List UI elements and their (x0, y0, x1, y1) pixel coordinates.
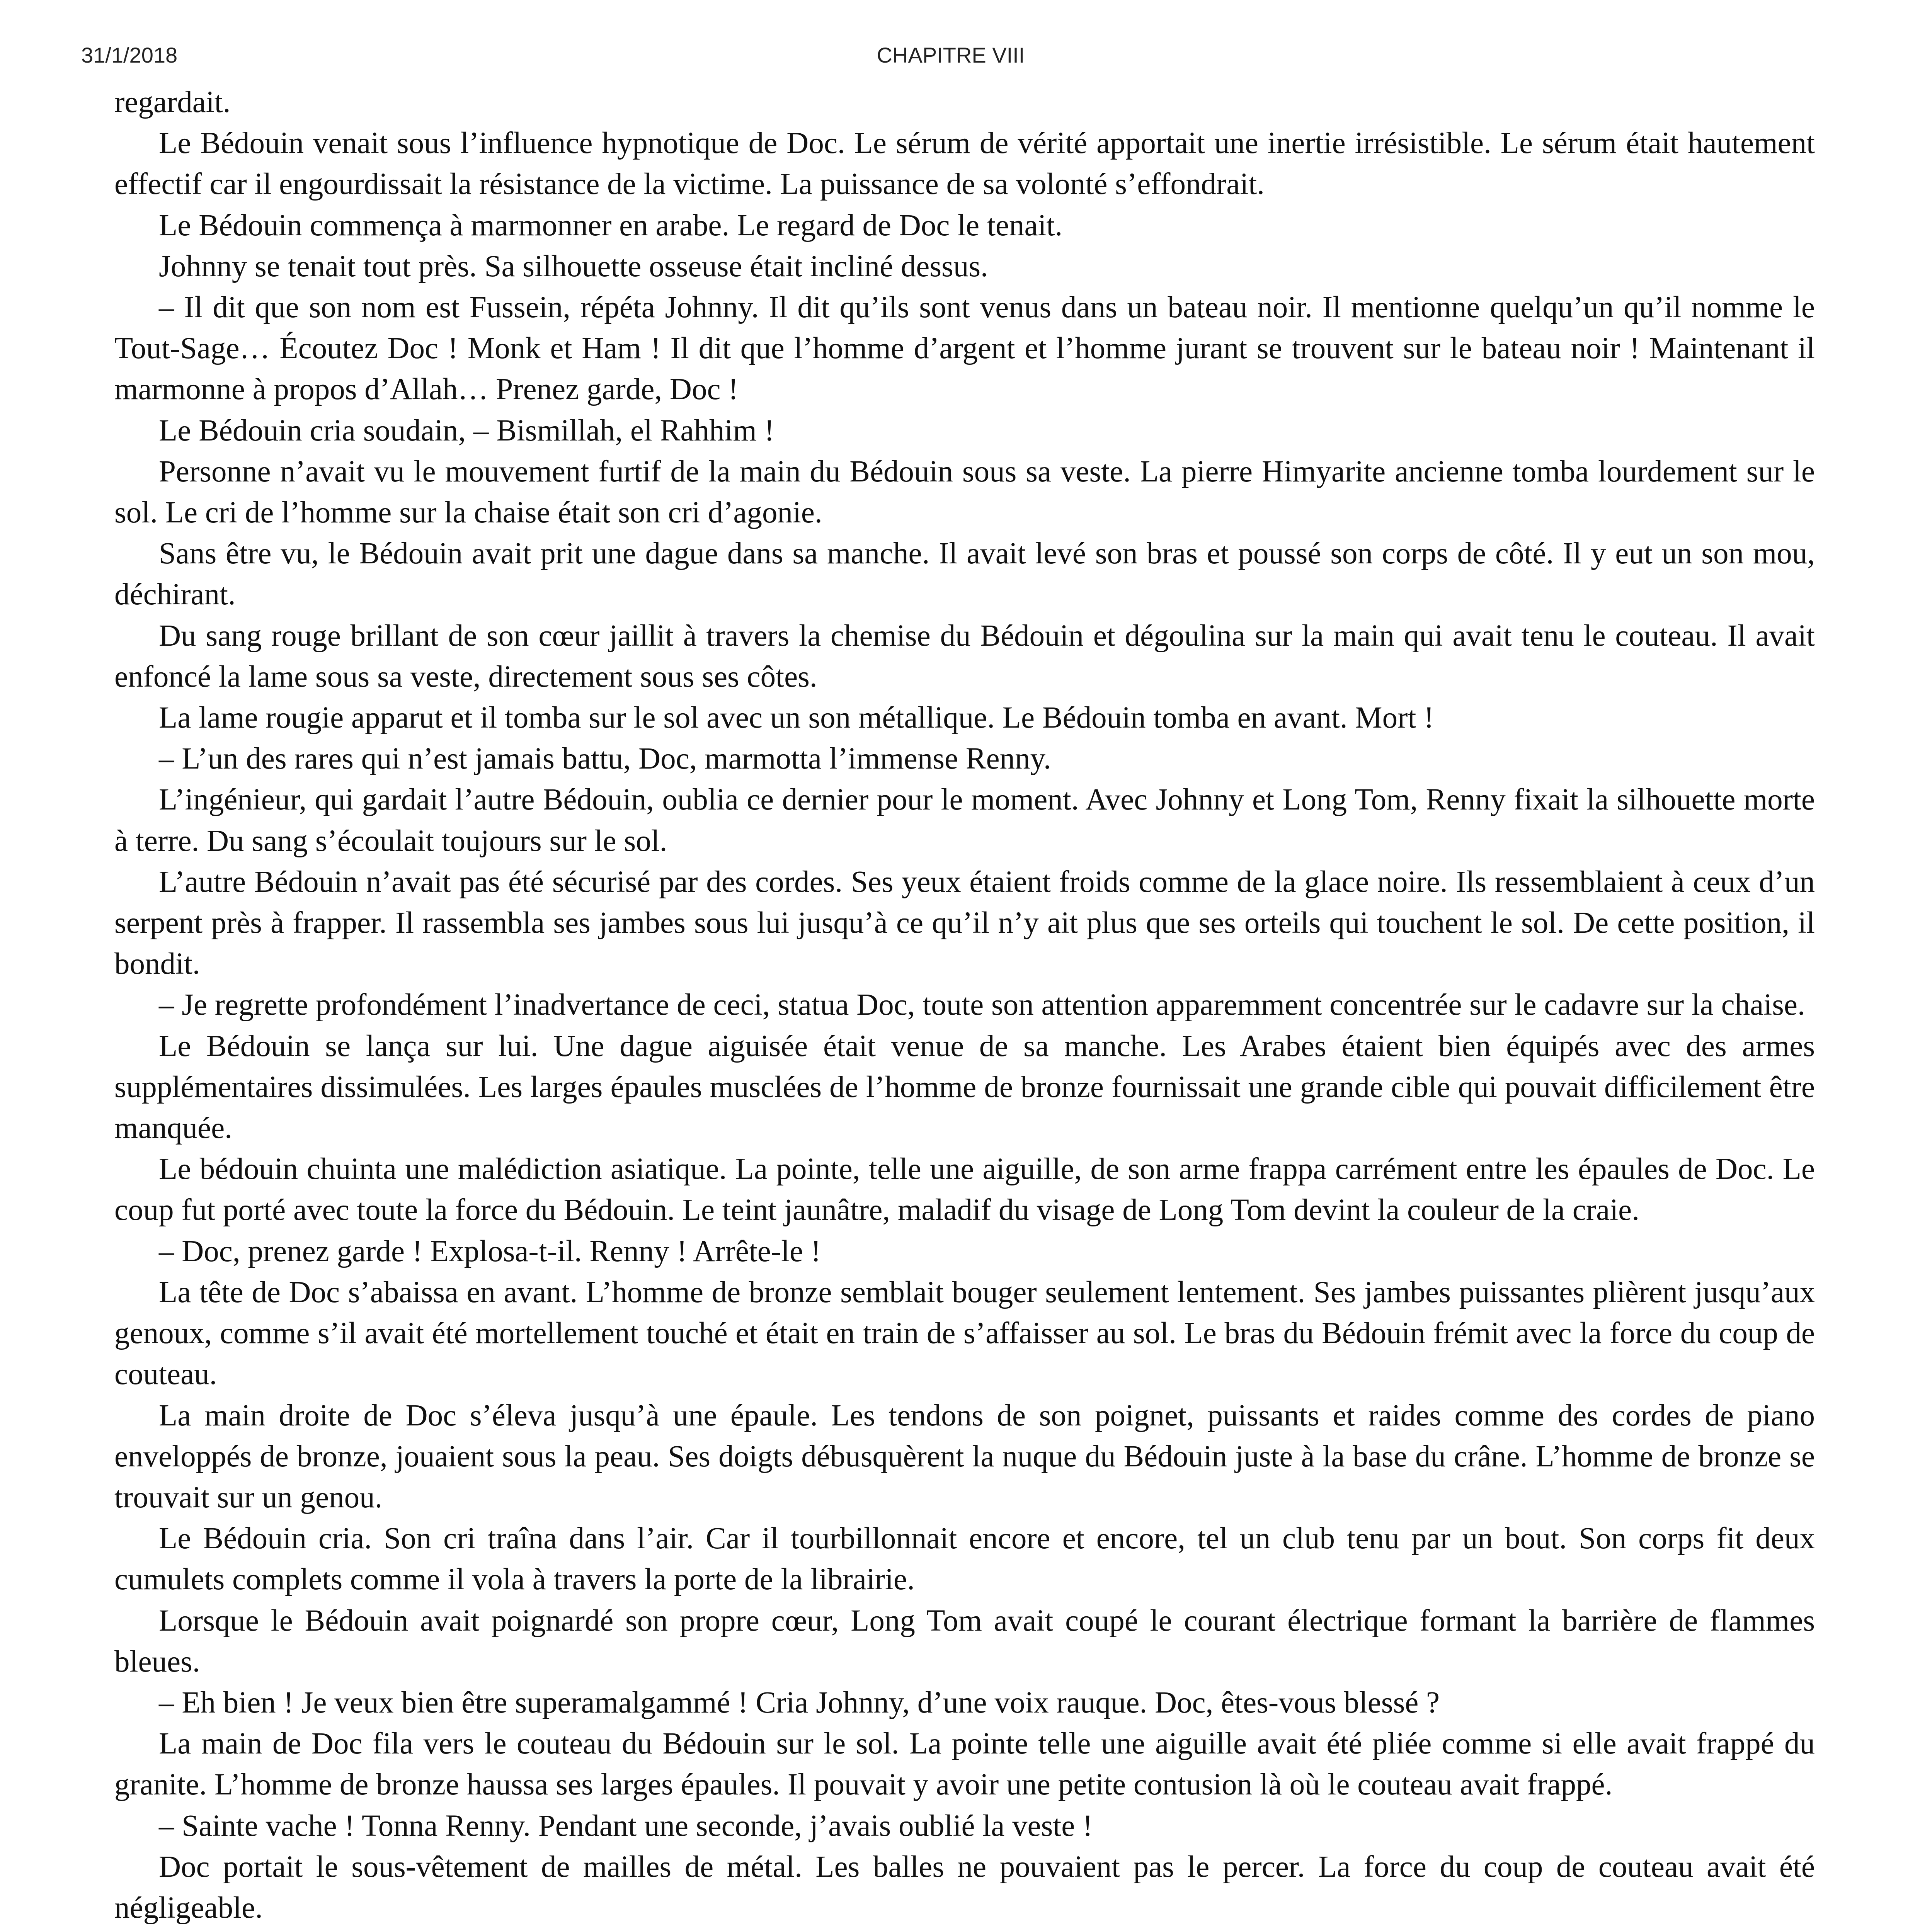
paragraph: Johnny se tenait tout près. Sa silhouette osseuse était incliné dessus. (159, 249, 988, 283)
paragraph: La tête de Doc s’abaissa en avant. L’homme de bronze semblait bouger seulement lentement. Ses jambes puissantes plièrent jusqu’aux genoux, comme s’il avait été mortellement touché et était en train de s’affaisser au sol. Le bras du Bédouin frémit avec la force du coup de couteau. (114, 1275, 1815, 1391)
paragraph: – Sainte vache ! Tonna Renny. Pendant une seconde, j’avais oublié la veste ! (159, 1809, 1093, 1843)
paragraph: Du sang rouge brillant de son cœur jaillit à travers la chemise du Bédouin et dégoulina sur la main qui avait tenu le couteau. Il avait enfoncé la lame sous sa veste, directement sous ses côtes. (114, 619, 1815, 694)
chapter-body (114, 82, 1815, 1932)
paragraph: L’autre Bédouin n’avait pas été sécurisé par des cordes. Ses yeux étaient froids comme de la glace noire. Ils ressemblaient à ceux d’un serpent près à frapper. Il rassembla ses jambes sous lui jusqu’à ce qu’il n’y ait plus que ses orteils qui touchent le sol. De cette position, il bondit. (114, 865, 1815, 981)
paragraph: – Eh bien ! Je veux bien être superamalgammé ! Cria Johnny, d’une voix rauque. Doc, êtes-vous blessé ? (159, 1685, 1440, 1719)
paragraph: – L’un des rares qui n’est jamais battu, Doc, marmotta l’immense Renny. (159, 742, 1051, 776)
paragraph: Le Bédouin commença à marmonner en arabe. Le regard de Doc le tenait. (159, 208, 1063, 242)
print-header (81, 43, 1820, 77)
paragraph: – Doc, prenez garde ! Explosa-t-il. Renny ! Arrête-le ! (159, 1234, 821, 1268)
paragraph: regardait. (114, 85, 231, 119)
print-date: 31/1/2018 (81, 43, 178, 67)
paragraph: La lame rougie apparut et il tomba sur le sol avec un son métallique. Le Bédouin tomba en avant. Mort ! (159, 701, 1434, 735)
paragraph: Le Bédouin cria soudain, – Bismillah, el Rahhim ! (159, 413, 774, 447)
paragraph: Doc portait le sous-vêtement de mailles de métal. Les balles ne pouvaient pas le percer. La force du coup de couteau avait été négligeable. (114, 1850, 1815, 1925)
paragraph: L’ingénieur, qui gardait l’autre Bédouin, oublia ce dernier pour le moment. Avec Johnny et Long Tom, Renny fixait la silhouette morte à terre. Du sang s’écoulait toujours sur le sol. (114, 783, 1815, 858)
chapter-title: CHAPITRE VIII (877, 43, 1025, 67)
paragraph (114, 1929, 1815, 1932)
paragraph: La main droite de Doc s’éleva jusqu’à une épaule. Les tendons de son poignet, puissants et raides comme des cordes de piano enveloppés de bronze, jouaient sous la peau. Ses doigts débusquèrent la nuque du Bédouin juste à la base du crâne. L’homme de bronze se trouvait sur un genou. (114, 1398, 1815, 1514)
paragraph: – Je regrette profondément l’inadvertance de ceci, statua Doc, toute son attention apparemment concentrée sur le cadavre sur la chaise. (159, 988, 1805, 1022)
paragraph: Lorsque le Bédouin avait poignardé son propre cœur, Long Tom avait coupé le courant électrique formant la barrière de flammes bleues. (114, 1604, 1815, 1679)
paragraph: Sans être vu, le Bédouin avait prit une dague dans sa manche. Il avait levé son bras et poussé son corps de côté. Il y eut un son mou, déchirant. (114, 537, 1815, 612)
paragraph: La main de Doc fila vers le couteau du Bédouin sur le sol. La pointe telle une aiguille avait été pliée comme si elle avait frappé du granite. L’homme de bronze haussa ses larges épaules. Il pouvait y avoir une petite contusion là où le couteau avait frappé. (114, 1727, 1815, 1802)
paragraph: Le Bédouin se lança sur lui. Une dague aiguisée était venue de sa manche. Les Arabes étaient bien équipés avec des armes supplémentaires dissimulées. Les larges épaules musclées de l’homme de bronze fournissait une grande cible qui pouvait difficilement être manquée. (114, 1029, 1815, 1145)
paragraph: – Il dit que son nom est Fussein, répéta Johnny. Il dit qu’ils sont venus dans un bateau noir. Il mentionne quelqu’un qu’il nomme le Tout-Sage… Écoutez Doc ! Monk et Ham ! Il dit que l’homme d’argent et l’homme jurant se trouvent sur le bateau noir ! Maintenant il marmonne à propos d’Allah… Prenez garde, Doc ! (114, 291, 1815, 406)
paragraph: Personne n’avait vu le mouvement furtif de la main du Bédouin sous sa veste. La pierre Himyarite ancienne tomba lourdement sur le sol. Le cri de l’homme sur la chaise était son cri d’agonie. (114, 454, 1815, 530)
paragraph: Le Bédouin cria. Son cri traîna dans l’air. Car il tourbillonnait encore et encore, tel un club tenu par un bout. Son corps fit deux cumulets complets comme il vola à travers la porte de la librairie. (114, 1522, 1815, 1597)
paragraph: Le Bédouin venait sous l’influence hypnotique de Doc. Le sérum de vérité apportait une inertie irrésistible. Le sérum était hautement effectif car il engourdissait la résistance de la victime. La puissance de sa volonté s’effondrait. (114, 126, 1815, 201)
paragraph: Le bédouin chuinta une malédiction asiatique. La pointe, telle une aiguille, de son arme frappa carrément entre les épaules de Doc. Le coup fut porté avec toute la force du Bédouin. Le teint jaunâtre, maladif du visage de Long Tom devint la couleur de la craie. (114, 1152, 1815, 1227)
